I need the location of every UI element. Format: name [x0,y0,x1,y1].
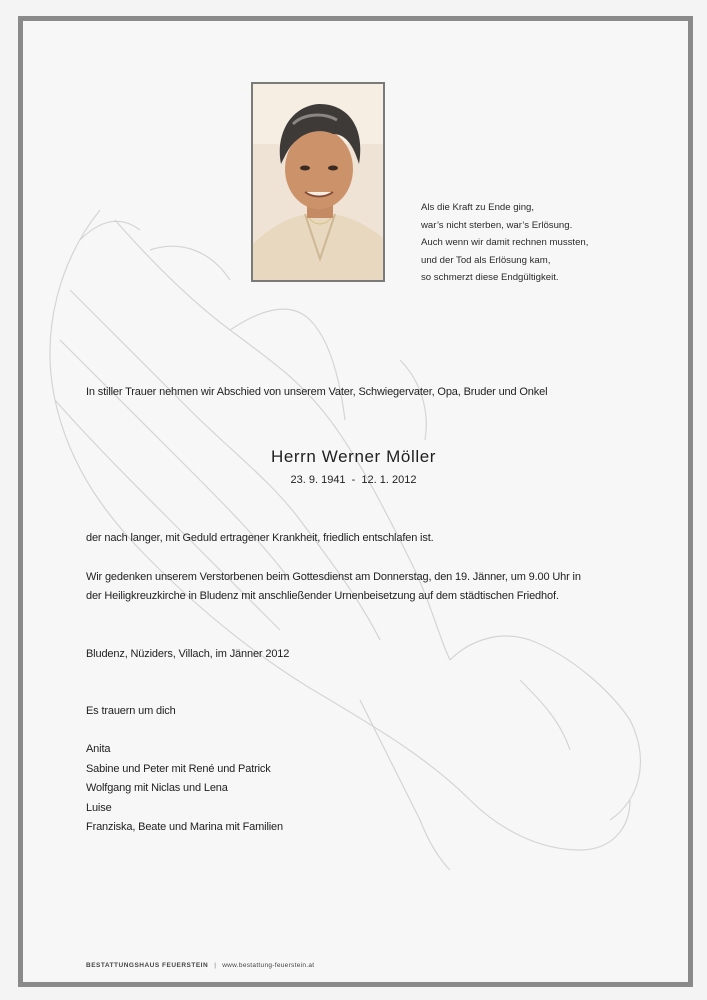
poem-verse [421,199,661,287]
mourner-name: Wolfgang mit Niclas und Lena [86,782,228,794]
passing-text: der nach langer, mit Geduld ertragener Krankheit, friedlich entschlafen ist. [86,532,434,544]
poem-line: Als die Kraft zu Ende ging, [421,202,535,213]
poem-line: war’s nicht sterben, war’s Erlösung. [421,219,573,231]
mourner-name: Sabine und Peter mit René und Patrick [86,762,271,775]
deceased-name: Herrn Werner Möller [270,447,437,466]
footer-brand: BESTATTUNGSHAUS FEUERSTEIN [86,962,209,969]
mourner-name: Anita [86,743,111,755]
footer-separator: | [214,962,217,969]
service-text-line-2: der Heiligkreuzkirche in Bludenz mit anschließender Urnenbeisetzung auf dem städtischen Friedhof. [86,590,559,602]
poem-line: so schmerzt diese Endgültigkeit. [421,272,559,284]
mourners-list [86,740,283,838]
intro-text: In stiller Trauer nehmen wir Abschied von unserem Vater, Schwiegervater, Opa, Bruder und Onkel [86,386,548,398]
place-date: Bludenz, Nüziders, Villach, im Jänner 2012 [86,648,290,660]
portrait-image [253,84,385,282]
service-text-line-1: Wir gedenken unserem Verstorbenen beim Gottesdienst am Donnerstag, den 19. Jänner, um 9.00 Uhr in [86,571,581,583]
mourner-name: Franziska, Beate und Marina mit Familien [86,821,283,833]
mourners-heading: Es trauern um dich [86,705,176,717]
portrait-photo [251,82,385,282]
poem-line: und der Tod als Erlösung kam, [421,254,551,266]
footer [86,962,314,969]
footer-url: www.bestattung-feuerstein.at [222,962,315,969]
mourner-name: Luise [86,801,112,814]
life-dates: 23. 9. 1941 - 12. 1. 2012 [290,474,417,486]
poem-line: Auch wenn wir damit rechnen mussten, [421,237,589,249]
